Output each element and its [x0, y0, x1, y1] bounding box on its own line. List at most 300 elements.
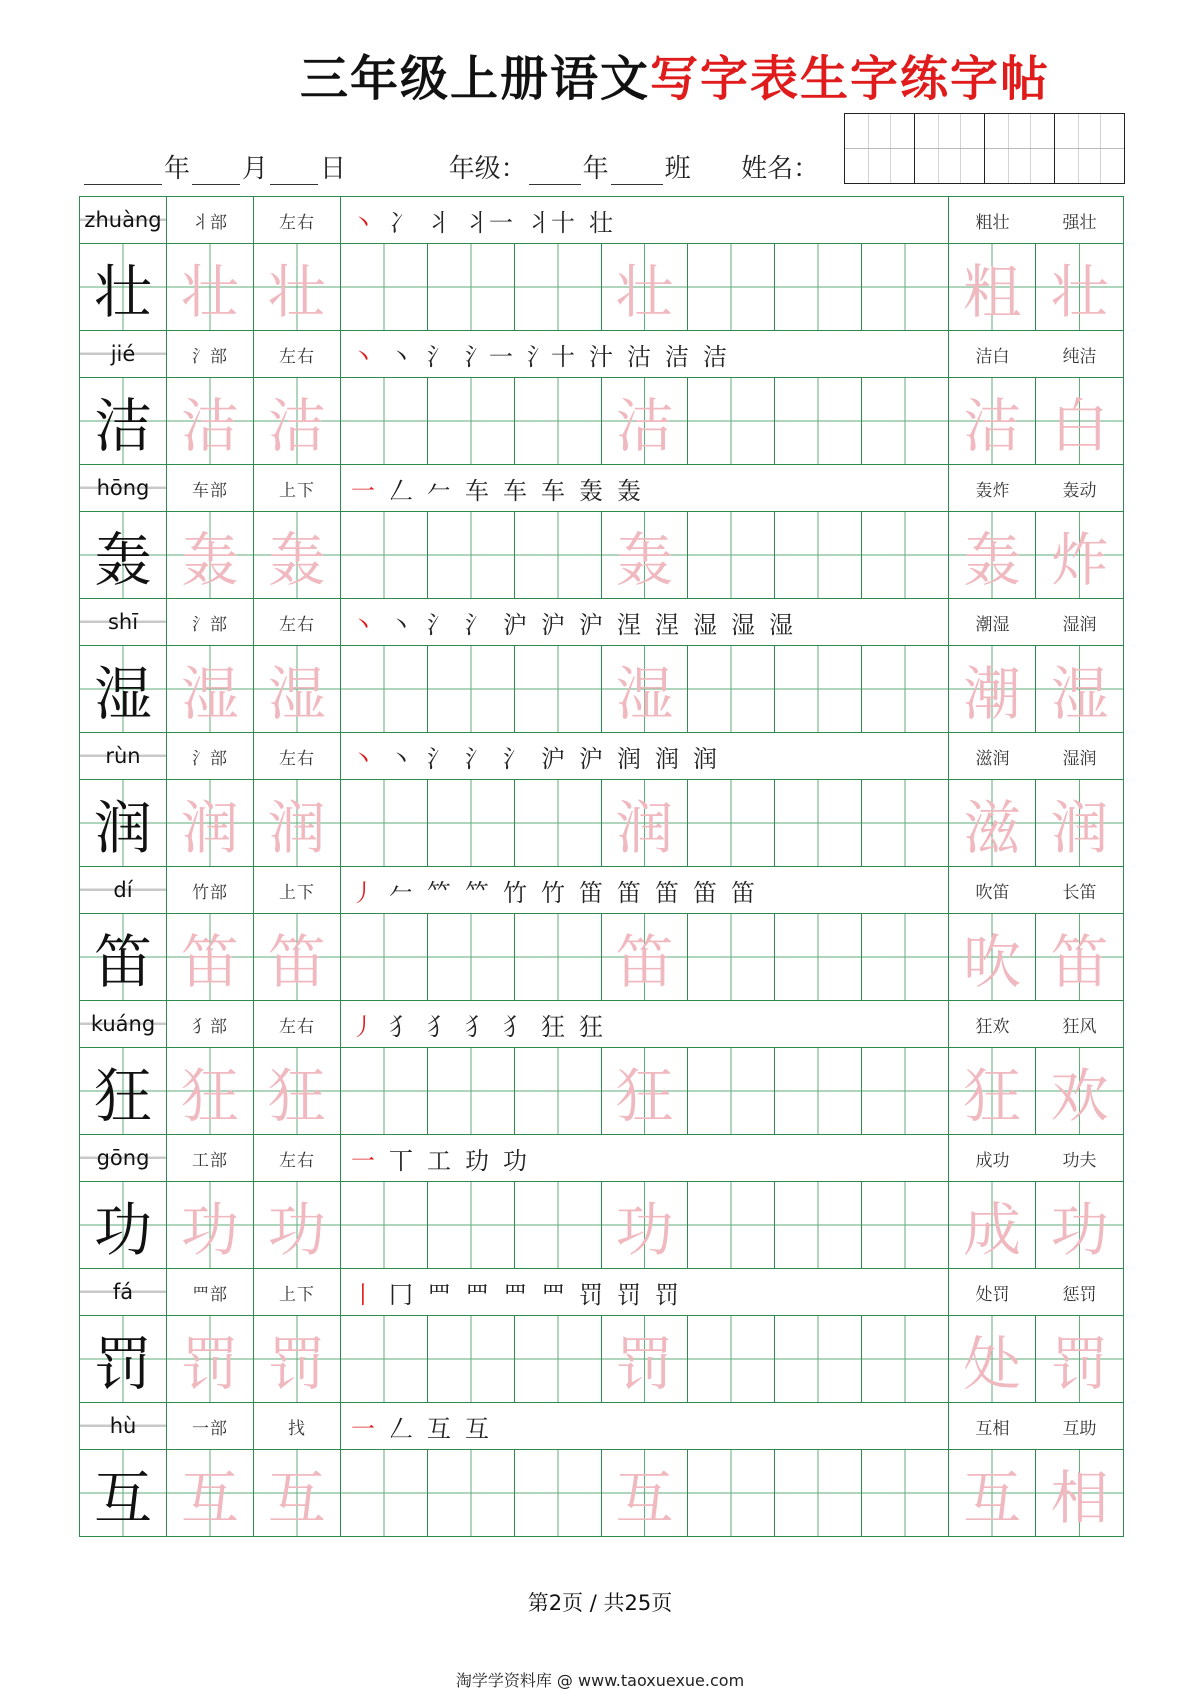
stroke-step: 笛 [693, 878, 717, 907]
practice-cell[interactable] [341, 378, 428, 464]
stroke-step: 壮 [589, 208, 613, 237]
radical: 罒部 [167, 1269, 254, 1315]
trace-character: 功 [254, 1182, 341, 1268]
practice-cell[interactable] [515, 646, 602, 732]
stroke-step: 𠂉 [427, 476, 451, 505]
practice-cell[interactable] [515, 1048, 602, 1134]
model-character: 洁 [80, 378, 167, 464]
practice-cell[interactable] [862, 1182, 949, 1268]
stroke-step: 笛 [731, 878, 755, 907]
vocab-word: 处罚 [975, 1284, 1010, 1305]
stroke-step: 犭 [389, 1012, 413, 1041]
trace-character: 功 [167, 1182, 254, 1268]
character-info-row [80, 331, 1123, 378]
class-blank[interactable] [611, 158, 663, 185]
trace-character: 轰 [254, 512, 341, 598]
vocabulary [949, 733, 1123, 779]
stroke-order [341, 1403, 949, 1449]
practice-cell[interactable] [428, 1048, 515, 1134]
trace-character: 轰 [602, 512, 689, 598]
stroke-step: 丶 [351, 610, 375, 639]
structure: 左右 [254, 1001, 341, 1047]
stroke-step: 沪 [541, 610, 565, 639]
pinyin [80, 733, 167, 779]
stroke-order [341, 733, 949, 779]
practice-cell[interactable] [515, 512, 602, 598]
pinyin-text: rùn [105, 744, 141, 768]
practice-cell[interactable] [428, 1450, 515, 1536]
stroke-step: 车 [465, 476, 489, 505]
trace-character: 洁 [602, 378, 689, 464]
vocab-trace-character: 相 [1036, 1450, 1123, 1536]
vocab-word: 吹笛 [975, 882, 1010, 903]
structure: 左右 [254, 331, 341, 377]
trace-character: 壮 [602, 244, 689, 330]
structure: 上下 [254, 1269, 341, 1315]
stroke-step: 功 [503, 1146, 527, 1175]
character-block [80, 1269, 1123, 1403]
vocab-trace-character: 吹 [949, 914, 1036, 1000]
month-blank[interactable] [192, 158, 240, 185]
practice-cell[interactable] [341, 780, 428, 866]
stroke-step: 一 [351, 1146, 375, 1175]
pinyin-text: kuáng [90, 1012, 156, 1036]
vocab-word: 惩罚 [1062, 1284, 1097, 1305]
practice-cell[interactable] [428, 780, 515, 866]
grade-label: 年级： [448, 154, 527, 184]
practice-cell[interactable] [688, 244, 775, 330]
year-blank[interactable] [84, 158, 162, 185]
character-info-row [80, 197, 1123, 244]
trace-character: 功 [602, 1182, 689, 1268]
character-block [80, 1135, 1123, 1269]
structure: 左右 [254, 733, 341, 779]
vocab-word: 轰炸 [975, 480, 1010, 501]
structure: 左右 [254, 599, 341, 645]
stroke-step: 𥫗 [427, 878, 451, 907]
trace-character: 润 [602, 780, 689, 866]
practice-cell[interactable] [341, 1450, 428, 1536]
model-character: 笛 [80, 914, 167, 1000]
vocabulary [949, 465, 1123, 511]
stroke-order [341, 465, 949, 511]
trace-character: 狂 [602, 1048, 689, 1134]
trace-character: 笛 [167, 914, 254, 1000]
stroke-step: 罚 [617, 1280, 641, 1309]
stroke-step: 一 [351, 1414, 375, 1443]
vocabulary [949, 1269, 1123, 1315]
character-info-row [80, 1001, 1123, 1048]
practice-cell[interactable] [775, 646, 862, 732]
name-box[interactable] [985, 114, 1055, 183]
vocab-trace-character: 壮 [1036, 244, 1123, 330]
stroke-step: 湿 [693, 610, 717, 639]
character-info-row [80, 1403, 1123, 1450]
stroke-order [341, 1135, 949, 1181]
radical: 氵部 [167, 599, 254, 645]
stroke-step: 氵 [427, 744, 451, 773]
stroke-step: 竹 [503, 878, 527, 907]
pinyin-text: shī [107, 610, 139, 634]
trace-character: 湿 [167, 646, 254, 732]
vocab-trace-character: 洁 [949, 378, 1036, 464]
trace-character: 洁 [167, 378, 254, 464]
trace-character: 罚 [602, 1316, 689, 1402]
stroke-step: 氵 [427, 342, 451, 371]
trace-character: 罚 [167, 1316, 254, 1402]
practice-cell[interactable] [862, 1048, 949, 1134]
stroke-step: 𠃋 [389, 1414, 413, 1443]
practice-cell[interactable] [428, 914, 515, 1000]
name-box[interactable] [915, 114, 985, 183]
vocabulary [949, 1001, 1123, 1047]
practice-cell[interactable] [862, 244, 949, 330]
vocabulary [949, 1403, 1123, 1449]
stroke-step: 冂 [389, 1280, 413, 1309]
stroke-order [341, 197, 949, 243]
practice-cell[interactable] [688, 378, 775, 464]
vocabulary [949, 867, 1123, 913]
practice-cell[interactable] [862, 1450, 949, 1536]
practice-cell[interactable] [515, 914, 602, 1000]
vocab-word: 互相 [975, 1418, 1010, 1439]
stroke-step: 丬 [427, 208, 451, 237]
stroke-step: 丶 [351, 208, 375, 237]
pinyin [80, 599, 167, 645]
practice-sheet [79, 196, 1124, 1537]
vocab-trace-character: 功 [1036, 1182, 1123, 1268]
practice-cell[interactable] [688, 646, 775, 732]
vocab-word: 滋润 [975, 748, 1010, 769]
character-block [80, 1001, 1123, 1135]
practice-cell[interactable] [775, 512, 862, 598]
character-info-row [80, 1135, 1123, 1182]
student-info-line [82, 148, 819, 185]
stroke-step: 润 [655, 744, 679, 773]
day-blank[interactable] [270, 158, 318, 185]
stroke-step: 罒 [427, 1280, 451, 1309]
stroke-step: 湿 [731, 610, 755, 639]
practice-cell[interactable] [341, 1182, 428, 1268]
vocab-trace-character: 粗 [949, 244, 1036, 330]
trace-character: 湿 [254, 646, 341, 732]
practice-cell[interactable] [862, 378, 949, 464]
page-title [300, 40, 1050, 109]
stroke-step: 冫 [389, 208, 413, 237]
stroke-step: 罒 [503, 1280, 527, 1309]
trace-character: 互 [254, 1450, 341, 1536]
stroke-step: 车 [503, 476, 527, 505]
trace-character: 壮 [167, 244, 254, 330]
stroke-step: 润 [617, 744, 641, 773]
stroke-step: 丶 [389, 610, 413, 639]
writing-grid-row [80, 378, 1123, 465]
writing-grid-row [80, 646, 1123, 733]
model-character: 互 [80, 1450, 167, 1536]
stroke-step: 丶 [351, 342, 375, 371]
vocab-trace-character: 狂 [949, 1048, 1036, 1134]
stroke-step: 丨 [351, 1280, 375, 1309]
stroke-step: 沪 [541, 744, 565, 773]
practice-cell[interactable] [341, 1316, 428, 1402]
stroke-step: 氵 [465, 610, 489, 639]
character-block [80, 867, 1123, 1001]
grade-blank[interactable] [529, 158, 581, 185]
pinyin [80, 197, 167, 243]
writing-grid-row [80, 512, 1123, 599]
stroke-step: 玏 [465, 1146, 489, 1175]
practice-cell[interactable] [862, 780, 949, 866]
pinyin-text: gōng [96, 1146, 150, 1170]
practice-cell[interactable] [515, 780, 602, 866]
trace-character: 互 [167, 1450, 254, 1536]
stroke-step: 狂 [579, 1012, 603, 1041]
practice-cell[interactable] [688, 1182, 775, 1268]
model-character: 湿 [80, 646, 167, 732]
vocab-trace-character: 互 [949, 1450, 1036, 1536]
trace-character: 罚 [254, 1316, 341, 1402]
practice-cell[interactable] [775, 1316, 862, 1402]
practice-cell[interactable] [688, 914, 775, 1000]
name-boxes [844, 113, 1125, 184]
vocabulary [949, 1135, 1123, 1181]
stroke-step: 涅 [617, 610, 641, 639]
stroke-step: 罚 [655, 1280, 679, 1309]
trace-character: 笛 [602, 914, 689, 1000]
radical: 竹部 [167, 867, 254, 913]
practice-cell[interactable] [775, 1450, 862, 1536]
character-info-row [80, 733, 1123, 780]
structure: 左右 [254, 1135, 341, 1181]
stroke-step: 笛 [655, 878, 679, 907]
vocab-word: 狂欢 [975, 1016, 1010, 1037]
vocab-word: 长笛 [1062, 882, 1097, 903]
character-block [80, 599, 1123, 733]
stroke-step: 互 [465, 1414, 489, 1443]
vocab-word: 成功 [975, 1150, 1010, 1171]
title-black: 三年级上册语文 [300, 51, 651, 107]
stroke-step: 罒 [541, 1280, 565, 1309]
practice-cell[interactable] [428, 378, 515, 464]
vocab-trace-character: 白 [1036, 378, 1123, 464]
stroke-step: 沪 [503, 610, 527, 639]
vocab-trace-character: 湿 [1036, 646, 1123, 732]
practice-cell[interactable] [688, 512, 775, 598]
character-info-row [80, 599, 1123, 646]
practice-cell[interactable] [688, 1316, 775, 1402]
radical: 氵部 [167, 331, 254, 377]
trace-character: 狂 [254, 1048, 341, 1134]
model-character: 狂 [80, 1048, 167, 1134]
stroke-step: 洁 [703, 342, 727, 371]
trace-character: 湿 [602, 646, 689, 732]
pinyin [80, 465, 167, 511]
structure: 上下 [254, 465, 341, 511]
trace-character: 润 [254, 780, 341, 866]
practice-cell[interactable] [515, 1182, 602, 1268]
stroke-step: 轰 [617, 476, 641, 505]
practice-cell[interactable] [428, 646, 515, 732]
radical: 车部 [167, 465, 254, 511]
pinyin-text: zhuàng [84, 208, 162, 232]
practice-cell[interactable] [428, 512, 515, 598]
model-character: 壮 [80, 244, 167, 330]
radical: 一部 [167, 1403, 254, 1449]
practice-cell[interactable] [775, 1048, 862, 1134]
model-character: 罚 [80, 1316, 167, 1402]
stroke-step: 润 [693, 744, 717, 773]
practice-cell[interactable] [428, 244, 515, 330]
radical: 犭部 [167, 1001, 254, 1047]
stroke-step: 狂 [541, 1012, 565, 1041]
page-number: 第2页 / 共25页 [527, 1591, 673, 1615]
stroke-step: 沽 [627, 342, 651, 371]
stroke-step: 氵 [465, 744, 489, 773]
pinyin [80, 1269, 167, 1315]
stroke-step: 互 [427, 1414, 451, 1443]
stroke-step: 犭 [503, 1012, 527, 1041]
practice-cell[interactable] [515, 1450, 602, 1536]
practice-cell[interactable] [688, 780, 775, 866]
stroke-step: 丿 [351, 878, 375, 907]
vocab-word: 湿润 [1062, 748, 1097, 769]
vocab-trace-character: 轰 [949, 512, 1036, 598]
structure: 上下 [254, 867, 341, 913]
practice-cell[interactable] [341, 1048, 428, 1134]
pinyin [80, 1001, 167, 1047]
stroke-step: 丅 [389, 1146, 413, 1175]
practice-cell[interactable] [775, 1182, 862, 1268]
vocab-word: 互助 [1062, 1418, 1097, 1439]
stroke-step: 笛 [579, 878, 603, 907]
writing-grid-row [80, 1450, 1123, 1536]
vocab-trace-character: 潮 [949, 646, 1036, 732]
pinyin-text: hù [109, 1414, 137, 1438]
trace-character: 润 [167, 780, 254, 866]
structure: 找 [254, 1403, 341, 1449]
stroke-step: 氵十 [527, 342, 575, 371]
title-red: 写字表生字练字帖 [650, 51, 1051, 107]
stroke-step: 犭 [427, 1012, 451, 1041]
character-block [80, 197, 1123, 331]
vocab-trace-character: 处 [949, 1316, 1036, 1402]
pinyin [80, 331, 167, 377]
practice-cell[interactable] [428, 1182, 515, 1268]
writing-grid-row [80, 1316, 1123, 1403]
stroke-step: 沪 [579, 744, 603, 773]
practice-cell[interactable] [862, 512, 949, 598]
day-label: 日 [320, 154, 347, 184]
practice-cell[interactable] [341, 512, 428, 598]
stroke-step: 丬一 [465, 208, 513, 237]
practice-cell[interactable] [862, 914, 949, 1000]
year-label: 年 [164, 154, 191, 184]
practice-cell[interactable] [688, 1450, 775, 1536]
vocab-trace-character: 润 [1036, 780, 1123, 866]
practice-cell[interactable] [515, 244, 602, 330]
name-box[interactable] [1055, 114, 1124, 183]
vocab-word: 狂风 [1062, 1016, 1097, 1037]
model-character: 功 [80, 1182, 167, 1268]
stroke-step: 氵一 [465, 342, 513, 371]
stroke-order [341, 599, 949, 645]
stroke-order [341, 867, 949, 913]
vocab-word: 轰动 [1062, 480, 1097, 501]
name-box[interactable] [845, 114, 915, 183]
character-info-row [80, 1269, 1123, 1316]
character-block [80, 331, 1123, 465]
practice-cell[interactable] [688, 1048, 775, 1134]
vocab-trace-character: 欢 [1036, 1048, 1123, 1134]
practice-cell[interactable] [428, 1316, 515, 1402]
stroke-order [341, 1269, 949, 1315]
practice-cell[interactable] [862, 1316, 949, 1402]
character-block [80, 465, 1123, 599]
grade-year-label: 年 [582, 154, 609, 184]
stroke-step: 车 [541, 476, 565, 505]
stroke-step: 氵 [503, 744, 527, 773]
vocabulary [949, 331, 1123, 377]
radical: 氵部 [167, 733, 254, 779]
pinyin-text: jié [110, 342, 136, 366]
stroke-step: 洁 [665, 342, 689, 371]
pinyin [80, 1403, 167, 1449]
practice-cell[interactable] [341, 244, 428, 330]
stroke-step: 涅 [655, 610, 679, 639]
stroke-step: 丶 [389, 744, 413, 773]
vocab-word: 洁白 [975, 346, 1010, 367]
site-watermark: 淘学学资料库 @ www.taoxuexue.com [455, 1671, 745, 1690]
vocab-word: 潮湿 [975, 614, 1010, 635]
stroke-step: 丶 [351, 744, 375, 773]
practice-cell[interactable] [341, 914, 428, 1000]
vocab-trace-character: 笛 [1036, 914, 1123, 1000]
stroke-step: 丬十 [527, 208, 575, 237]
vocab-word: 纯洁 [1062, 346, 1097, 367]
month-label: 月 [242, 154, 269, 184]
stroke-step: 工 [427, 1146, 451, 1175]
trace-character: 洁 [254, 378, 341, 464]
trace-character: 笛 [254, 914, 341, 1000]
writing-grid-row [80, 914, 1123, 1001]
practice-cell[interactable] [775, 780, 862, 866]
radical: 工部 [167, 1135, 254, 1181]
practice-cell[interactable] [515, 1316, 602, 1402]
pinyin [80, 1135, 167, 1181]
model-character: 轰 [80, 512, 167, 598]
stroke-order [341, 1001, 949, 1047]
practice-cell[interactable] [775, 914, 862, 1000]
stroke-step: 一 [351, 476, 375, 505]
trace-character: 轰 [167, 512, 254, 598]
practice-cell[interactable] [341, 646, 428, 732]
stroke-step: 罒 [465, 1280, 489, 1309]
stroke-step: 犭 [465, 1012, 489, 1041]
vocab-word: 粗壮 [975, 212, 1010, 233]
stroke-step: 竹 [541, 878, 565, 907]
practice-cell[interactable] [775, 244, 862, 330]
radical: 丬部 [167, 197, 254, 243]
trace-character: 狂 [167, 1048, 254, 1134]
character-block [80, 1403, 1123, 1536]
practice-cell[interactable] [862, 646, 949, 732]
practice-cell[interactable] [775, 378, 862, 464]
stroke-step: 罚 [579, 1280, 603, 1309]
writing-grid-row [80, 1048, 1123, 1135]
stroke-step: 轰 [579, 476, 603, 505]
practice-cell[interactable] [515, 378, 602, 464]
stroke-order [341, 331, 949, 377]
